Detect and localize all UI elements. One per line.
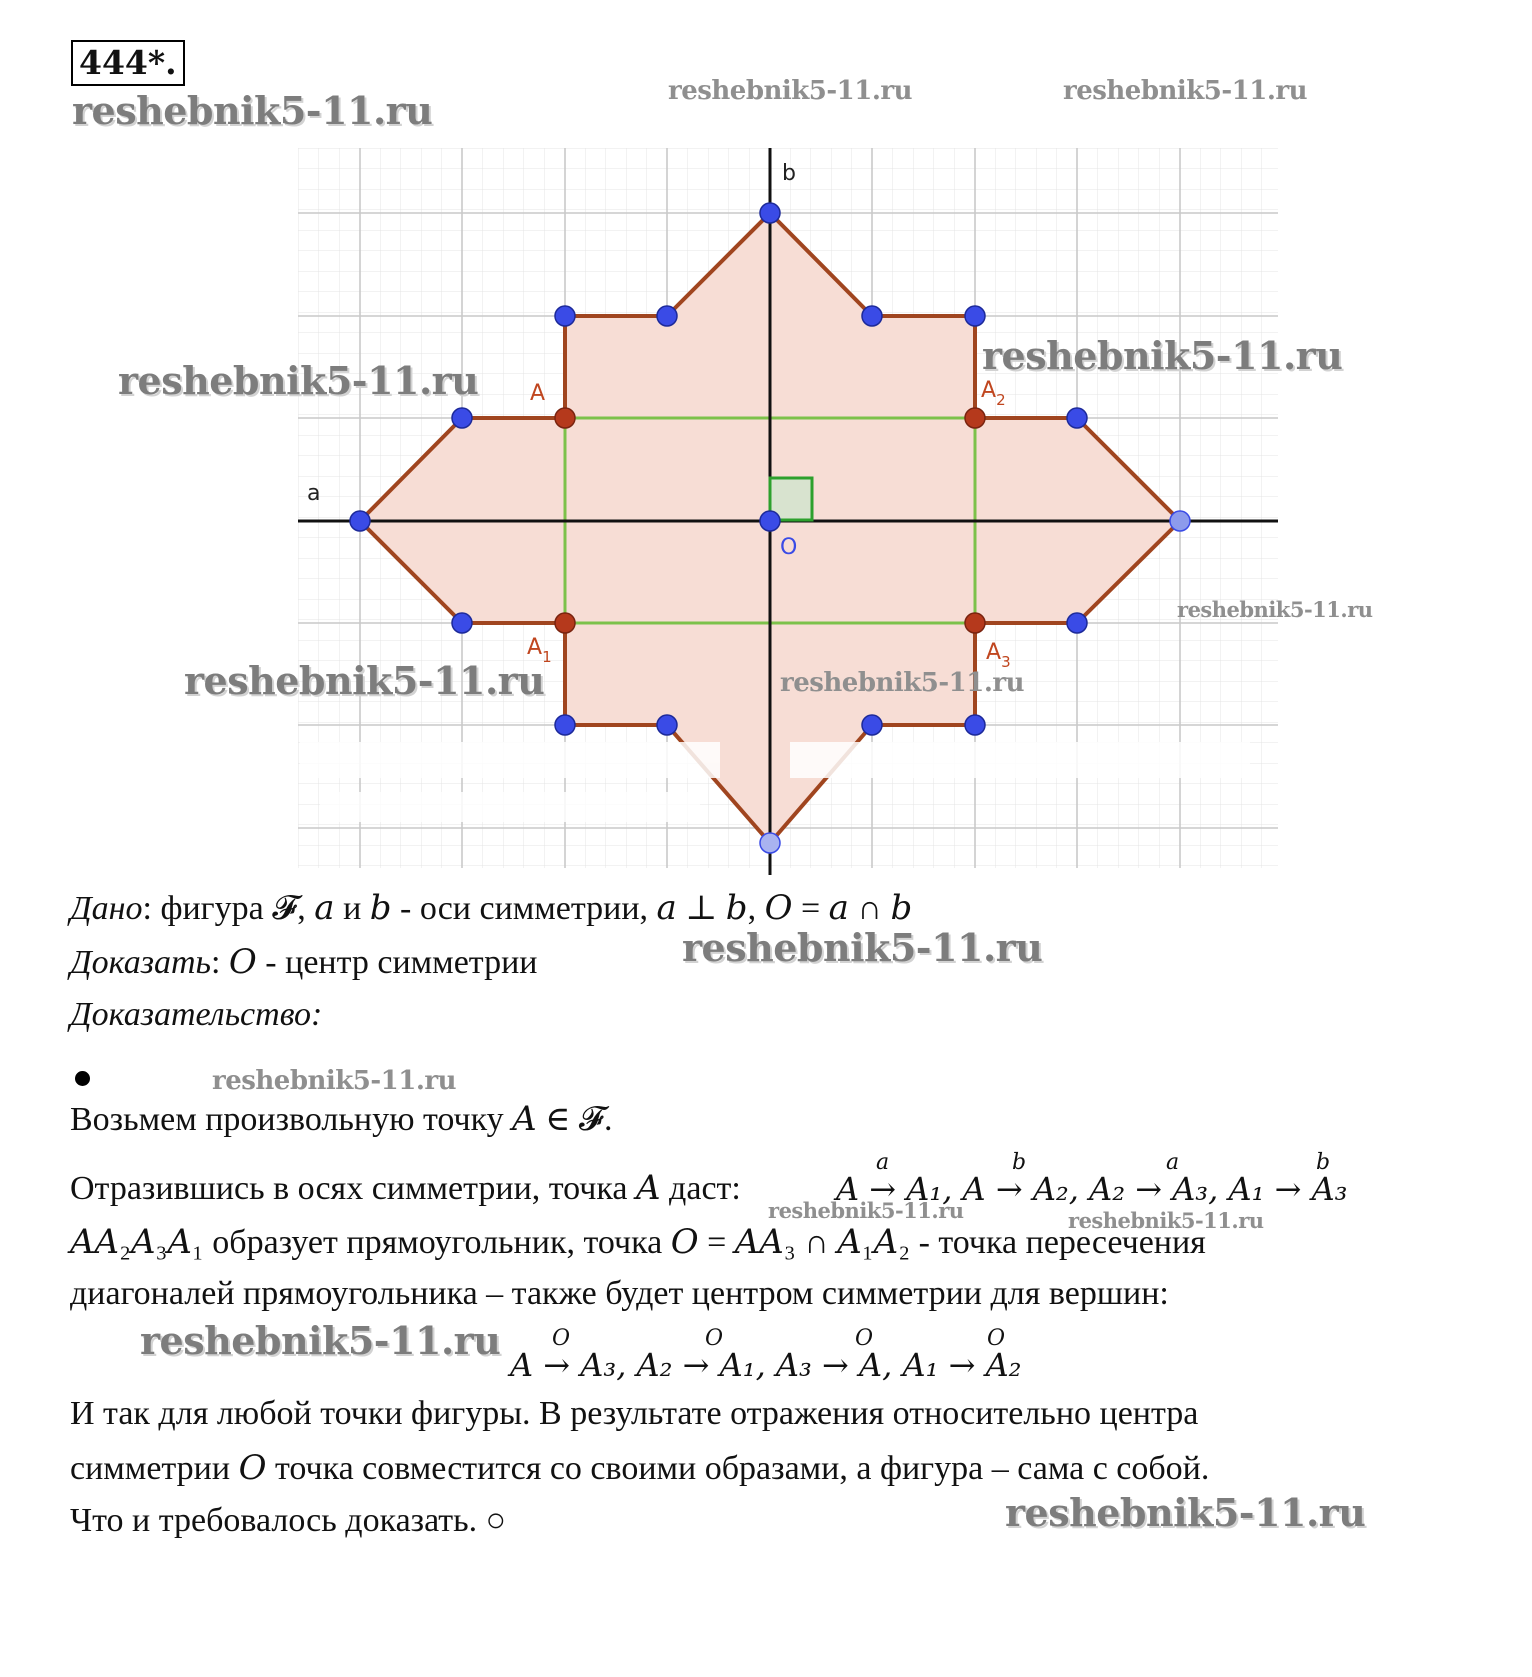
watermark: reshebnik5-11.ru bbox=[1063, 76, 1308, 106]
arrow-label: a bbox=[876, 1150, 890, 1175]
watermark: reshebnik5-11.ru bbox=[668, 76, 913, 106]
watermark: reshebnik5-11.ru bbox=[212, 1066, 457, 1096]
point-a3-label: $A_3$ bbox=[986, 640, 1011, 671]
prove-line bbox=[70, 942, 537, 982]
watermark: reshebnik5-11.ru bbox=[184, 658, 545, 703]
watermark: reshebnik5-11.ru bbox=[682, 925, 1043, 970]
arrow-label: b bbox=[1316, 1150, 1331, 1175]
step1: Возьмем произвольную точку 𝐴 ∈ 𝓕. bbox=[70, 1101, 613, 1138]
watermark: reshebnik5-11.ru bbox=[1068, 1208, 1264, 1233]
watermark: reshebnik5-11.ru bbox=[982, 333, 1343, 378]
step2-math: 𝐴 → 𝐴₁, 𝐴 → 𝐴₂, 𝐴₂ → 𝐴₃, 𝐴₁ → 𝐴₃ bbox=[836, 1170, 1348, 1208]
watermark: reshebnik5-11.ru bbox=[768, 1198, 964, 1223]
watermark: reshebnik5-11.ru bbox=[780, 668, 1025, 698]
point-a2-label: $A_2$ bbox=[981, 378, 1006, 409]
arrow-label: O bbox=[987, 1326, 1006, 1351]
arrow-label: O bbox=[705, 1326, 724, 1351]
prove-label: Доказать bbox=[70, 944, 211, 981]
arrow-label: b bbox=[1012, 1150, 1027, 1175]
arrow-label: O bbox=[552, 1326, 571, 1351]
step3: 𝐴𝐴₂𝐴₃𝐴₁ образует прямоугольник, точка 𝑂 = 𝐴𝐴₃ ∩ 𝐴₁𝐴₂ - точка пересечения bbox=[70, 1224, 1206, 1261]
given-label: Дано bbox=[70, 890, 143, 927]
conclusion-line-3: Что и требовалось доказать. ○ bbox=[70, 1502, 507, 1539]
vertex-right bbox=[1170, 511, 1190, 531]
prove-body: : 𝑂 - центр симметрии bbox=[210, 944, 538, 981]
watermark: reshebnik5-11.ru bbox=[1177, 597, 1373, 622]
point-a-label: A bbox=[530, 381, 546, 406]
watermark: reshebnik5-11.ru bbox=[140, 1318, 501, 1363]
axis-a-label: a bbox=[307, 481, 321, 506]
step2-intro: Отразившись в осях симметрии, точка 𝐴 даст: bbox=[70, 1170, 741, 1207]
conclusion-line-1: И так для любой точки фигуры. В результате отражения относительно центра bbox=[70, 1395, 1199, 1432]
task-number: 444*. bbox=[71, 40, 185, 86]
given-line bbox=[70, 888, 912, 928]
center-label: O bbox=[780, 535, 798, 560]
arrow-label: O bbox=[855, 1326, 874, 1351]
proof-label: Доказательство: bbox=[70, 996, 323, 1033]
watermark: reshebnik5-11.ru bbox=[1005, 1490, 1366, 1535]
point-a1-label: $A_1$ bbox=[527, 635, 552, 666]
given-body: : фигура 𝓕, 𝑎 и 𝑏 - оси симметрии, 𝑎 ⊥ 𝑏, 𝑂 = 𝑎 ∩ 𝑏 bbox=[142, 890, 913, 927]
watermark: reshebnik5-11.ru bbox=[118, 358, 479, 403]
watermark: reshebnik5-11.ru bbox=[72, 88, 433, 133]
step5-math: 𝐴 → 𝐴₃, 𝐴₂ → 𝐴₁, 𝐴₃ → 𝐴, 𝐴₁ → 𝐴₂ bbox=[510, 1346, 1022, 1384]
conclusion-line-2: симметрии 𝑂 точка совместится со своими образами, а фигура – сама с собой. bbox=[70, 1450, 1210, 1487]
vertex-bottom bbox=[760, 833, 780, 853]
arrow-label: a bbox=[1166, 1150, 1180, 1175]
axis-b-label: b bbox=[782, 161, 796, 186]
step4: диагоналей прямоугольника – также будет центром симметрии для вершин: bbox=[70, 1275, 1169, 1312]
bullet bbox=[75, 1071, 90, 1086]
